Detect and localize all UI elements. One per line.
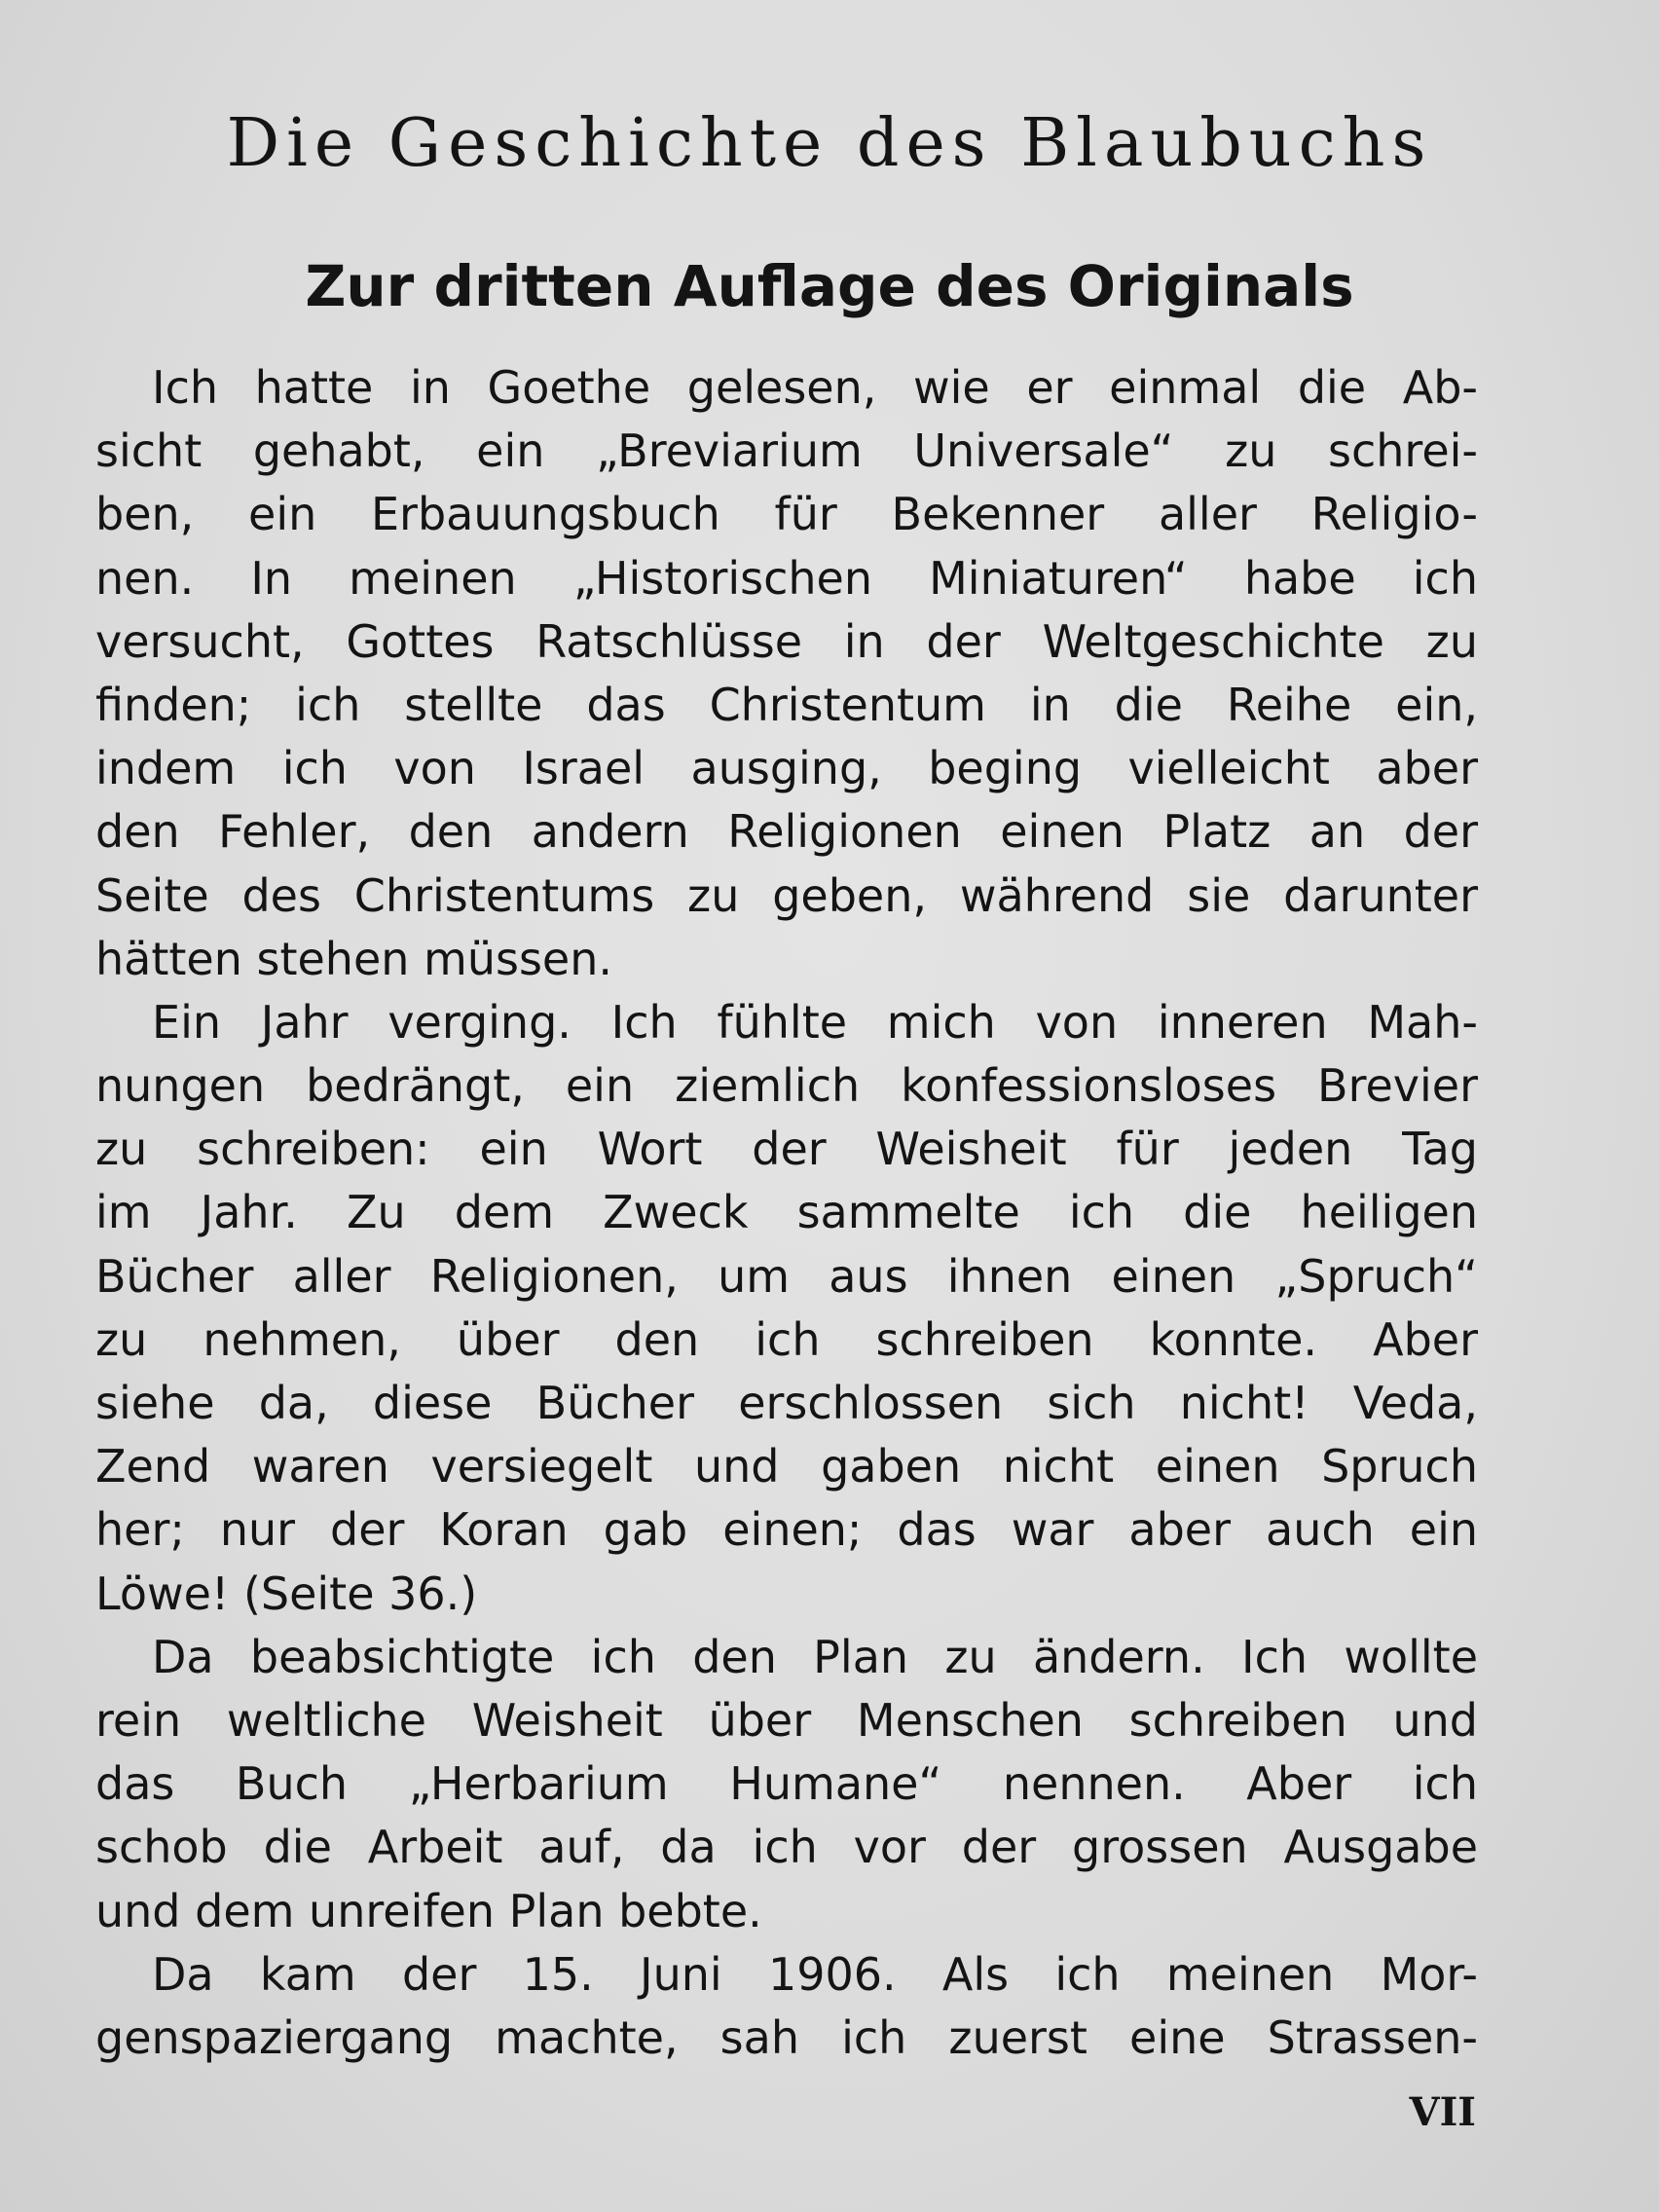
text-line: nen. In meinen „Historischen Miniaturen“ habe ich xyxy=(95,551,1478,605)
text-line: Da beabsichtigte ich den Plan zu ändern. Ich wollte xyxy=(152,1630,1478,1683)
text-line: Ein Jahr verging. Ich fühlte mich von inneren Mah- xyxy=(152,995,1478,1049)
paragraph xyxy=(95,1943,1478,2070)
text-line: genspaziergang machte, sah ich zuerst eine Strassen- xyxy=(95,2010,1478,2064)
text-line: finden; ich stellte das Christentum in die Reihe ein, xyxy=(95,678,1478,731)
text-line: Seite des Christentums zu geben, während sie darunter xyxy=(95,868,1478,922)
text-line: siehe da, diese Bücher erschlossen sich nicht! Veda, xyxy=(95,1377,1478,1429)
text-line: Zend waren versiegelt und gaben nicht einen Spruch xyxy=(95,1440,1478,1493)
text-line: hätten stehen müssen. xyxy=(95,932,612,985)
paragraph xyxy=(95,356,1478,991)
text-line: Bücher aller Religionen, um aus ihnen einen „Spruch“ xyxy=(95,1249,1478,1303)
text-line: im Jahr. Zu dem Zweck sammelte ich die heiligen xyxy=(95,1186,1478,1239)
text-line: zu nehmen, über den ich schreiben konnte. Aber xyxy=(95,1312,1478,1366)
text-line: versucht, Gottes Ratschlüsse in der Weltgeschichte zu xyxy=(95,614,1478,668)
text-line: Da kam der 15. Juni 1906. Als ich meinen Mor- xyxy=(152,1947,1478,2001)
text-line: rein weltliche Weisheit über Menschen schreiben und xyxy=(95,1693,1478,1747)
text-line: und dem unreifen Plan bebte. xyxy=(95,1884,762,1937)
text-line: ben, ein Erbauungsbuch für Bekenner aller Religio- xyxy=(95,488,1478,541)
text-line: sicht gehabt, ein „Breviarium Universale“ zu schrei- xyxy=(95,424,1478,478)
body-text xyxy=(95,356,1478,2070)
text-line: das Buch „Herbarium Humane“ nennen. Aber ich xyxy=(95,1757,1478,1811)
chapter-title: Die Geschichte des Blaubuchs xyxy=(226,105,1433,182)
text-line: zu schreiben: ein Wort der Weisheit für jeden Tag xyxy=(95,1123,1478,1176)
text-line: indem ich von Israel ausging, beging vielleicht aber xyxy=(95,742,1478,795)
text-line: Ich hatte in Goethe gelesen, wie er einmal die Ab- xyxy=(152,361,1478,414)
chapter-subtitle: Zur dritten Auflage des Originals xyxy=(305,253,1354,319)
paragraph xyxy=(95,1626,1478,1943)
text-line: Löwe! (Seite 36.) xyxy=(95,1567,478,1620)
text-line: her; nur der Koran gab einen; das war aber auch ein xyxy=(95,1503,1478,1557)
paragraph xyxy=(95,991,1478,1626)
text-line: nungen bedrängt, ein ziemlich konfessionsloses Brevier xyxy=(95,1059,1478,1113)
text-line: schob die Arbeit auf, da ich vor der grossen Ausgabe xyxy=(95,1821,1478,1874)
page-number: VII xyxy=(1409,2089,1476,2135)
text-line: den Fehler, den andern Religionen einen Platz an der xyxy=(95,805,1478,859)
